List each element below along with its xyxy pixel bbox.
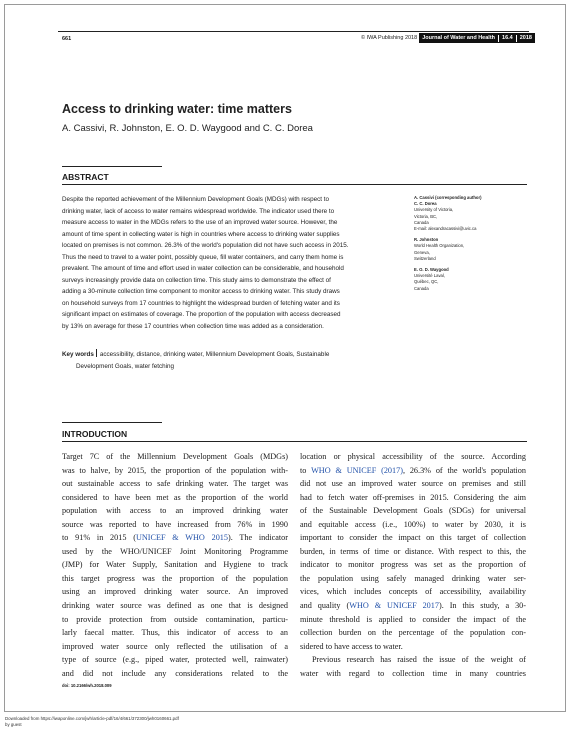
citation-link[interactable]: WHO & UNICEF (2017) (311, 465, 403, 475)
introduction-rule-top (62, 422, 162, 423)
abstract-line: prevalent. The amount of time and effort used in water collection can be considerable, and household (62, 265, 344, 273)
body-line: source was reported to have increased from 76% in 1990 (62, 519, 288, 529)
introduction-column-left (62, 450, 288, 680)
body-line: and did not include any considerations related to the (62, 668, 288, 678)
body-line: collection burden on the percentage of the population con- (300, 628, 526, 638)
download-by: by guest (5, 722, 22, 727)
body-line: drinking water source was defined as one that is designed (62, 601, 288, 611)
download-url: Downloaded from https://iwaponline.com/jwh/article-pdf/16/4/661/372300/jwh0160661.pdf (5, 716, 179, 721)
body-line: sidered to have access to water. (300, 641, 403, 651)
body-line: out sustainable access to safe drinking water. The target was (62, 479, 288, 489)
body-line (300, 599, 526, 613)
affiliation-name: E. O. D. Waygood (414, 267, 449, 273)
affiliation-line: Geneva, (414, 249, 430, 255)
abstract-line: Thus the need to travel to a water point, possibly queue, fill water containers, and carry them home is (62, 253, 344, 261)
abstract-line: located on premises is not common. 26.3% of the world's population did not have such access in 2015. (62, 242, 349, 250)
abstract-body (62, 194, 397, 333)
header-rule (58, 31, 529, 32)
line-text: , 26.3% of the world's population (402, 465, 526, 475)
abstract-line: amount of time spent in collecting water is high in countries where access to drinking water supplies (62, 230, 340, 238)
copyright-notice: © IWA Publishing 2018 (361, 35, 418, 41)
keywords-divider (96, 349, 97, 357)
journal-banner (419, 33, 535, 43)
line-text: to 91% in 2015 ( (62, 533, 136, 543)
body-line: and equitable access (i.e., 100%) to water by 2030, it is (300, 519, 526, 529)
affiliation-line: E-mail: alexandracassivi@uvic.ca (414, 226, 477, 232)
line-text: and quality ( (300, 601, 350, 611)
body-line: considered to have been met as the proportion of the world (62, 492, 288, 502)
author-list: A. Cassivi, R. Johnston, E. O. D. Waygood and C. C. Dorea (62, 123, 313, 134)
introduction-rule-bottom (62, 441, 527, 442)
author-affiliations (414, 195, 534, 297)
abstract-line: significant impact on estimates of coverage. The proportion of the population with access decreased (62, 311, 341, 319)
body-line: burden, in terms of time or distance. With respect to this, the (300, 546, 526, 556)
abstract-line: drinking water, lack of access to water remains widespread worldwide. The indicator used there to (62, 207, 335, 215)
affiliation-line: University of Victoria, (414, 207, 454, 213)
keywords-text: accessibility, distance, drinking water, Millennium Development Goals, Sustainable (99, 351, 330, 358)
affiliation-line: Québec, QC, (414, 279, 439, 285)
body-line: larly faecal matter. Thus, this indicator of access to an (62, 628, 288, 638)
body-line: improved water source only reflected the utilisation of a (62, 641, 288, 651)
affiliation-line: World Health Organization, (414, 243, 465, 249)
body-line: of the Sustainable Development Goals (SDGs) for universal (300, 506, 526, 516)
citation-link[interactable]: WHO & UNICEF 2017 (349, 601, 439, 611)
affiliation-block (414, 267, 534, 292)
journal-year: 2018 (519, 35, 532, 41)
keywords-line (62, 349, 397, 361)
affiliation-line: Switzerland (414, 255, 436, 261)
keywords-label: Key words (62, 351, 94, 358)
body-line: important to consider the impact on this target of collection (300, 533, 526, 543)
abstract-line: by 13% on average for these 17 countries when collection time was added as a consideration. (62, 323, 324, 331)
body-line: Previous research has raised the issue of the weight of (312, 655, 526, 665)
abstract-heading: ABSTRACT (62, 172, 109, 182)
citation-link[interactable]: UNICEF & WHO 2015 (135, 533, 228, 543)
affiliation-name: R. Johnston (414, 237, 439, 243)
introduction-column-right (300, 450, 526, 680)
article-title: Access to drinking water: time matters (62, 102, 292, 116)
download-note (5, 716, 179, 728)
doi: doi: 10.2166/wh.2018.009 (62, 683, 112, 688)
body-line: using an improved drinking water source. An improved (62, 587, 288, 597)
line-text: to (300, 465, 312, 475)
body-line (62, 531, 288, 545)
banner-divider (498, 35, 499, 42)
abstract-rule-bottom (62, 184, 527, 185)
body-line: this target progress was the proportion of the population (62, 573, 288, 583)
affiliation-block (414, 201, 534, 232)
journal-name: Journal of Water and Health (422, 35, 496, 41)
body-line: population with access to an improved drinking water (62, 506, 288, 516)
keywords-line: Development Goals, water fetching (76, 362, 175, 370)
line-text: ). The indicator (227, 533, 288, 543)
affiliation-line: Canada (414, 285, 429, 291)
affiliation-line: Canada (414, 219, 429, 225)
introduction-heading: INTRODUCTION (62, 429, 128, 439)
affiliation-block (414, 237, 534, 262)
affiliation-name: A. Cassivi (corresponding author) (414, 195, 482, 200)
abstract-rule-top (62, 166, 162, 167)
body-line: to provide protection from outside contamination, particu- (62, 614, 288, 624)
volume-issue: 16.4 (502, 35, 513, 41)
banner-divider (516, 35, 517, 42)
body-line: type of source (e.g., piped water, protected well, rainwater) (62, 655, 288, 665)
body-line: was to halve, by 2015, the proportion of the population with- (62, 465, 288, 475)
body-line (300, 464, 526, 478)
body-line: the population using safely managed drinking water ser- (300, 573, 526, 583)
abstract-line: measure access to water in the MDGs refers to the use of an improved water source. However, the (62, 219, 338, 227)
abstract-line: adding a 30-minute collection time component to monitor access to drinking water. This study draws (62, 288, 340, 296)
body-line: vices, which includes concepts of accessibility, availability (300, 587, 526, 597)
affiliation-line: Victoria, BC, (414, 213, 438, 219)
keywords (62, 349, 397, 372)
affiliation-line: Université Laval, (414, 273, 445, 279)
abstract-line: Despite the reported achievement of the Millennium Development Goals (MDGs) with respect to (62, 196, 330, 203)
body-line: indicator to monitor progress was set as the proportion of (300, 560, 526, 570)
abstract-line: on household surveys from 17 countries to highlight the widespread burden of fetching water and its (62, 299, 340, 307)
body-line: had to fetch water off-premises in 2015. Considering the aim (300, 492, 526, 502)
body-line: location or physical accessibility of the source. According (300, 452, 526, 461)
body-line: minute threshold is applied to consider the impact of the (300, 614, 526, 624)
page-number: 661 (62, 36, 72, 42)
affiliation-name: C. C. Dorea (414, 201, 437, 207)
body-line: used by the WHO/UNICEF Joint Monitoring Programme (62, 546, 288, 556)
body-line: did not use an improved water source on premises and still (300, 479, 526, 489)
body-line: Target 7C of the Millennium Development Goals (MDGs) (62, 452, 288, 461)
journal-header (361, 33, 535, 43)
body-line: (JMP) for Water Supply, Sanitation and Hygiene to track (62, 560, 288, 570)
body-line: water with regard to collection time in many countries (300, 668, 526, 678)
abstract-line: surveys increasingly provide data on collection time. This study aims to demonstrate the effect of (62, 276, 331, 284)
line-text: ). In this study, a 30- (438, 601, 526, 611)
